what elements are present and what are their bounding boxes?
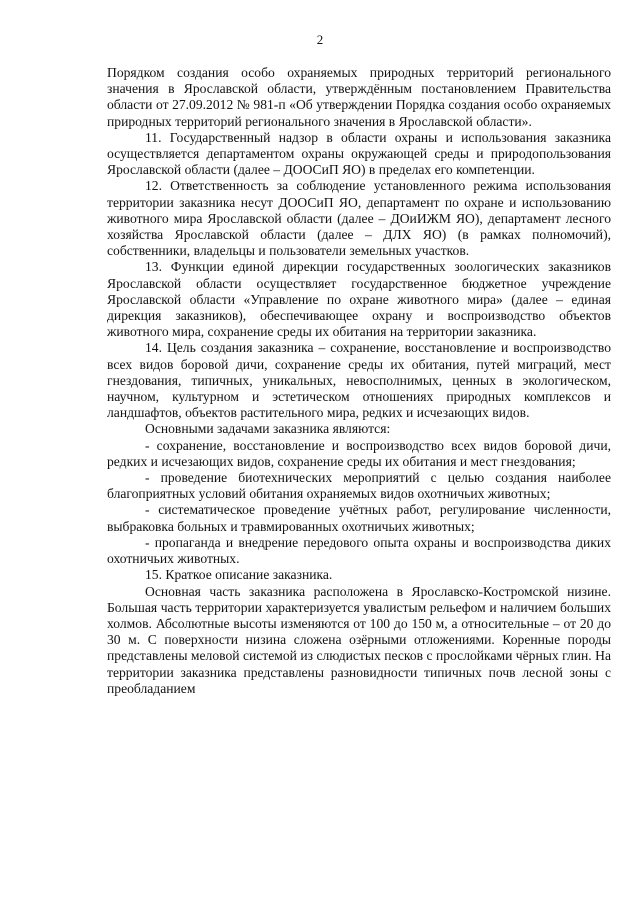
task-item-biotechnical: - проведение биотехнических мероприятий с целью создания наиболее благоприятных условий обитания охраняемых видов охотничьих животных; xyxy=(107,470,611,502)
tasks-heading: Основными задачами заказника являются: xyxy=(145,421,391,437)
document-body xyxy=(107,65,611,697)
paragraph-11-supervision: 11. Государственный надзор в области охраны и использования заказника осуществляется департаментом охраны окружающей среды и природопользования Ярославской области (далее – ДООСиП ЯО) в пределах его компетенции. xyxy=(107,129,611,178)
paragraph-14-purpose: 14. Цель создания заказника – сохранение, восстановление и воспроизводство всех видов боровой дичи, сохранение среды их обитания, путей миграций, мест гнездования, типичных, уникальных, невосполнимых, ценных в экологическом, научном, культурном и эстетическом отношениях природных комплексов и ландшафтов, объектов растительного мира, редких и исчезающих видов. xyxy=(107,340,611,421)
paragraph-description: Основная часть заказника расположена в Ярославско-Костромской низине. Большая часть территории характеризуется увалистым рельефом и наличием больших холмов. Абсолютные высоты изменяются от 100 до 150 м, а относительные – от 20 до 30 м. С поверхности низина сложена озёрными отложениями. Коренные породы представлены меловой системой из слюдистых песков с прослойками чёрных глин. На территории заказника представлены разновидности типичных почв лесной зоны с преобладанием xyxy=(107,583,611,696)
paragraph-order-continuation: Порядком создания особо охраняемых природных территорий регионального значения в Ярославской области, утверждённым постановлением Правительства области от 27.09.2012 № 981-п «Об утверждении Порядка создания особо охраняемых природных территорий регионального значения в Ярославской области». xyxy=(107,65,611,129)
page-number: 2 xyxy=(316,32,324,47)
task-item-preservation: - сохранение, восстановление и воспроизводство всех видов боровой дичи, редких и исчезающих видов, сохранение среды их обитания и мест гнездования; xyxy=(107,437,611,469)
paragraph-13-directorate: 13. Функции единой дирекции государственных зоологических заказников Ярославской области осуществляет государственное бюджетное учреждение Ярославской области «Управление по охране животного мира» (далее – единая дирекция заказников), обеспечивающее охрану и воспроизводство объектов животного мира, сохранение среды их обитания на территории заказника. xyxy=(107,259,611,340)
paragraph-15-heading: 15. Краткое описание заказника. xyxy=(145,567,333,583)
paragraph-12-responsibility: 12. Ответственность за соблюдение установленного режима использования территории заказника несут ДООСиП ЯО, департамент по охране и использованию животного мира Ярославской области (далее – ДОиИЖМ ЯО), департамент лесного хозяйства Ярославской области (далее – ДЛХ ЯО) (в рамках полномочий), собственники, владельцы и пользователи земельных участков. xyxy=(107,178,611,259)
task-item-census: - систематическое проведение учётных работ, регулирование численности, выбраковка больных и травмированных охотничьих животных; xyxy=(107,502,611,534)
task-item-promotion: - пропаганда и внедрение передового опыта охраны и воспроизводства диких охотничьих животных. xyxy=(107,534,611,567)
